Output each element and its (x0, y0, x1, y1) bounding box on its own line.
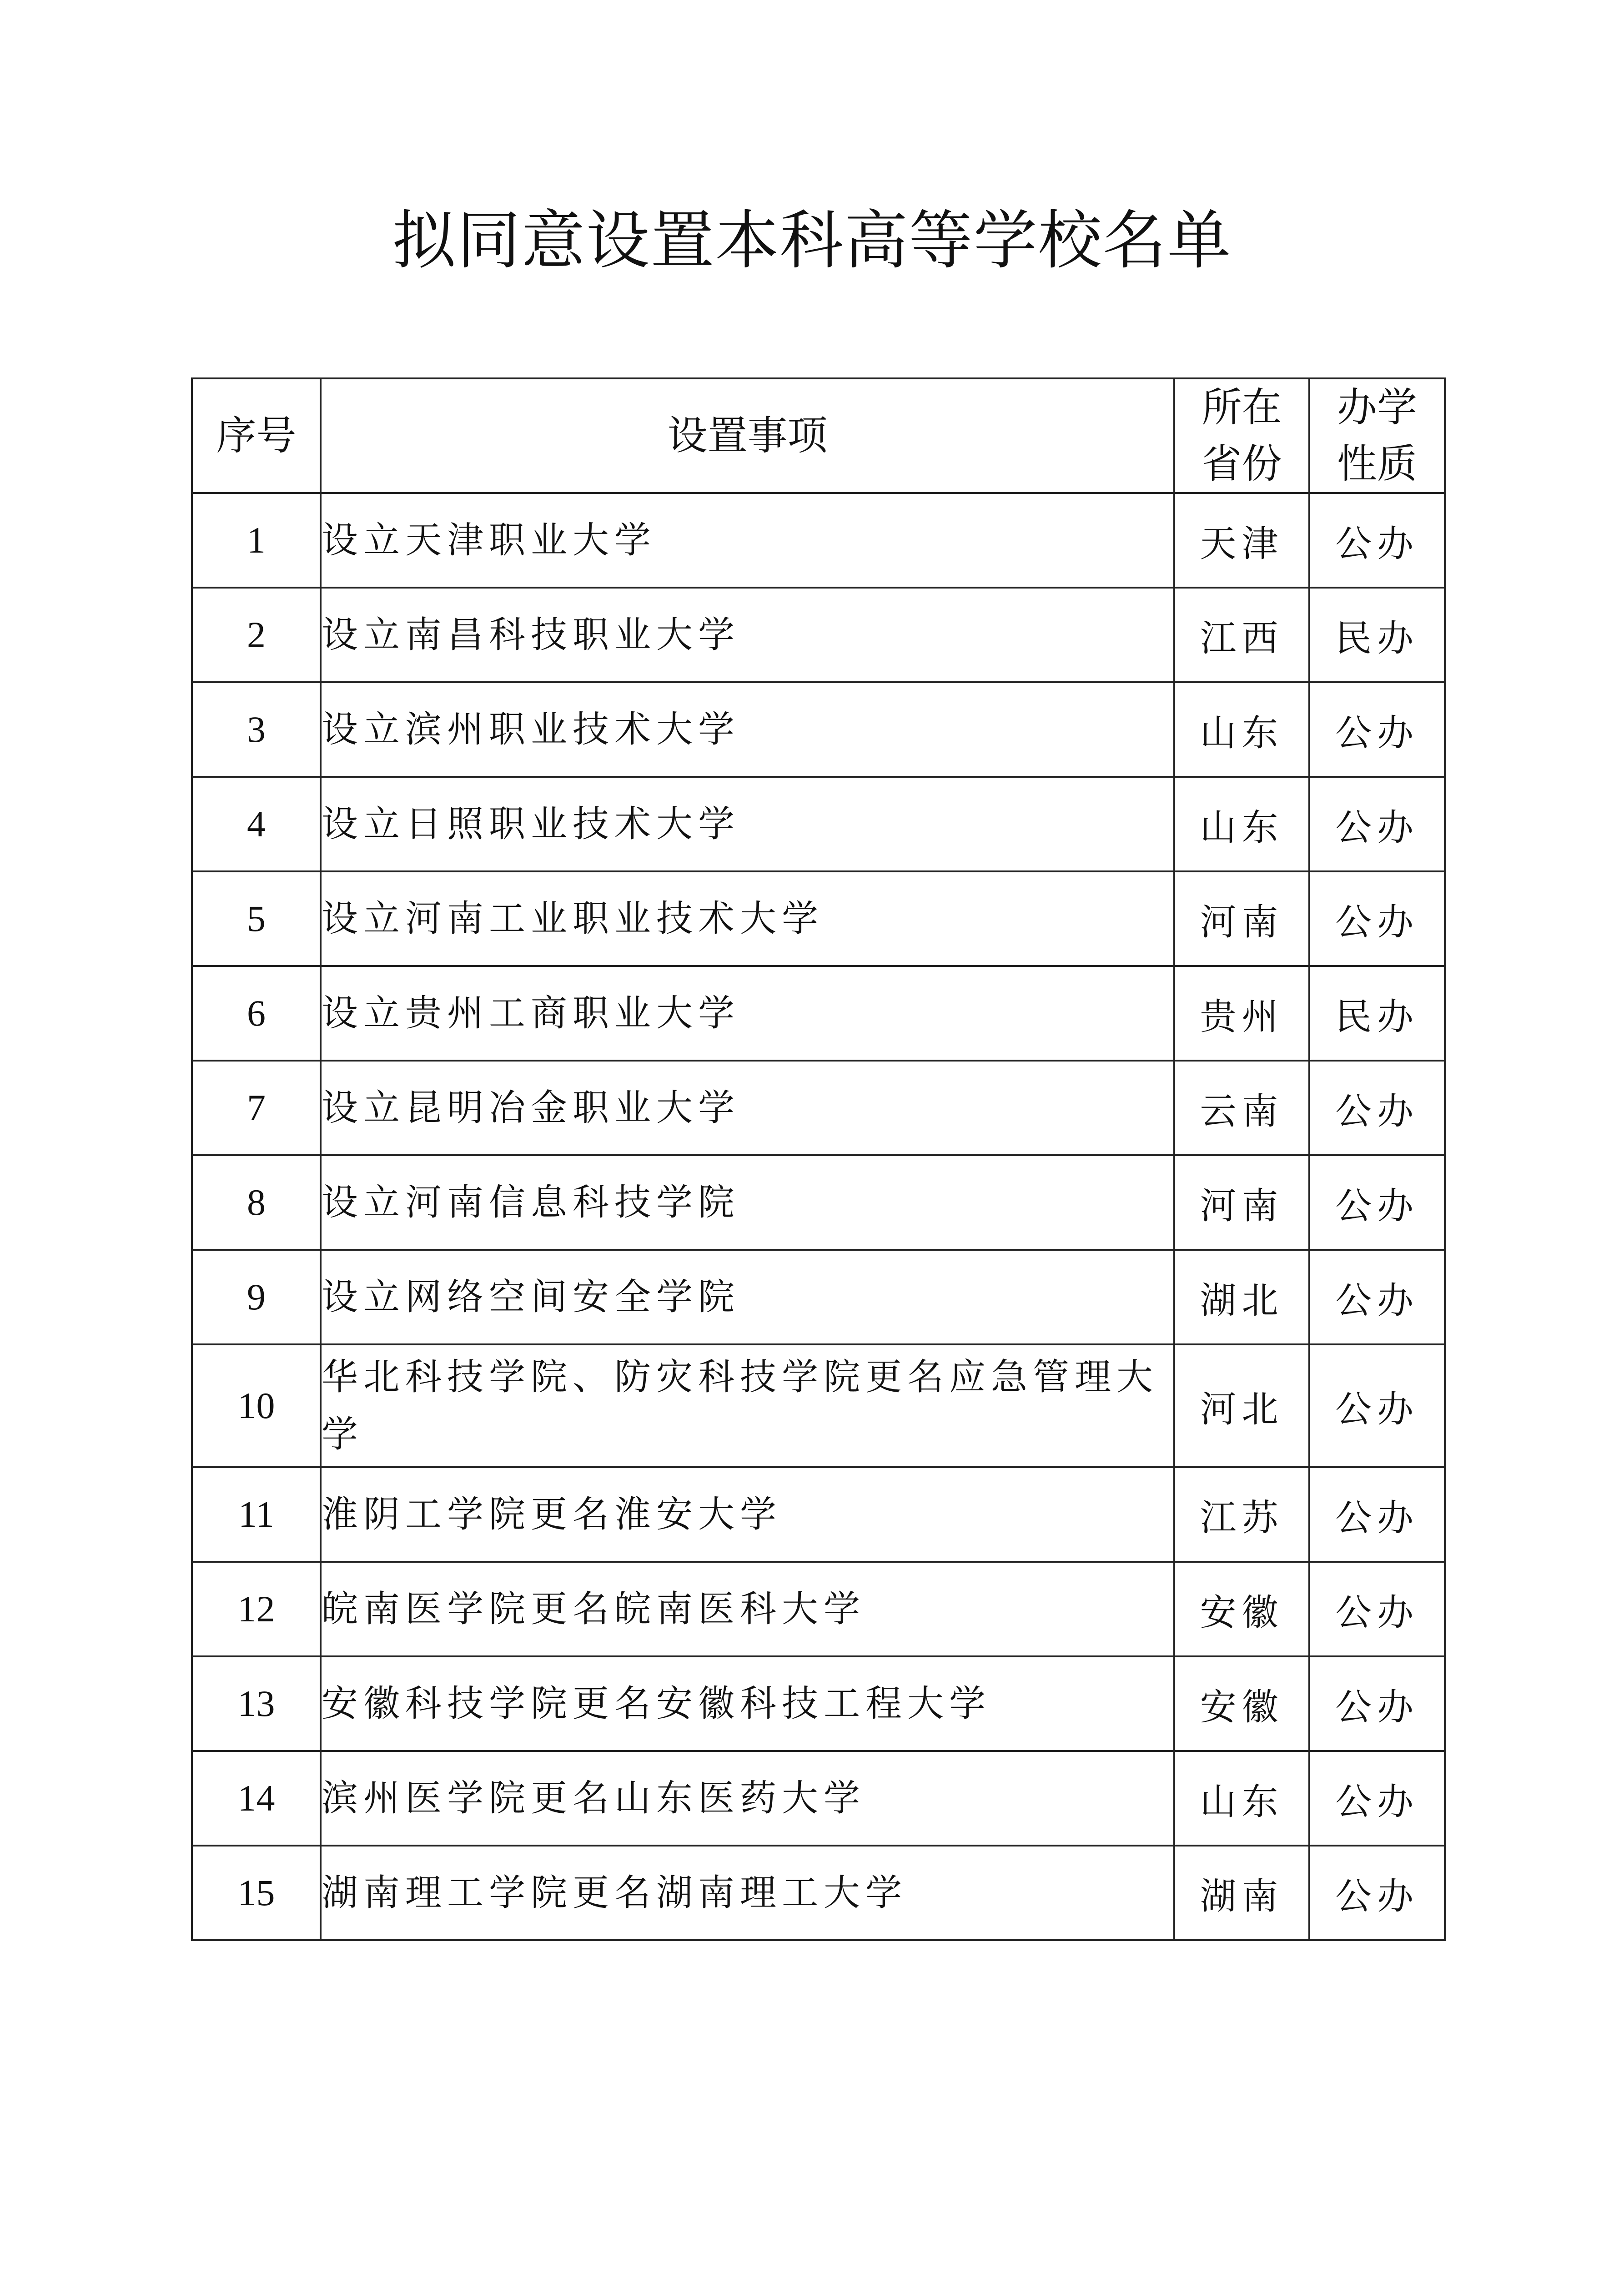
page-title: 拟同意设置本科高等学校名单 (392, 204, 1232, 278)
table-row (192, 682, 1445, 777)
row-item: 安徽科技学院更名安徽科技工程大学 (321, 1656, 1174, 1751)
row-type: 公办 (1309, 1846, 1445, 1940)
row-province: 安徽 (1174, 1562, 1309, 1656)
row-no: 10 (192, 1344, 321, 1467)
row-type: 民办 (1309, 588, 1445, 682)
row-type: 公办 (1309, 1751, 1445, 1846)
header-province-line1: 所在 (1202, 384, 1282, 431)
table-row (192, 871, 1445, 966)
header-type-line1: 办学 (1337, 384, 1417, 431)
row-province: 贵州 (1174, 966, 1309, 1061)
row-no: 13 (192, 1656, 321, 1751)
row-no: 11 (192, 1467, 321, 1562)
row-province: 湖南 (1174, 1846, 1309, 1940)
row-no: 14 (192, 1751, 321, 1846)
row-item: 皖南医学院更名皖南医科大学 (321, 1562, 1174, 1656)
row-item: 设立贵州工商职业大学 (321, 966, 1174, 1061)
row-item: 设立网络空间安全学院 (321, 1250, 1174, 1344)
school-list-table (191, 377, 1446, 1941)
table-row (192, 1846, 1445, 1940)
row-item: 设立昆明冶金职业大学 (321, 1061, 1174, 1155)
row-item: 滨州医学院更名山东医药大学 (321, 1751, 1174, 1846)
table-row (192, 588, 1445, 682)
row-no: 6 (192, 966, 321, 1061)
row-province: 湖北 (1174, 1250, 1309, 1344)
row-province: 安徽 (1174, 1656, 1309, 1751)
header-type (1309, 378, 1445, 493)
row-province: 山东 (1174, 777, 1309, 871)
row-no: 4 (192, 777, 321, 871)
row-type: 公办 (1309, 871, 1445, 966)
row-type: 公办 (1309, 1250, 1445, 1344)
row-no: 9 (192, 1250, 321, 1344)
row-type: 公办 (1309, 1656, 1445, 1751)
row-province: 江苏 (1174, 1467, 1309, 1562)
row-no: 15 (192, 1846, 321, 1940)
table-row (192, 1061, 1445, 1155)
row-type: 公办 (1309, 1467, 1445, 1562)
row-province: 山东 (1174, 1751, 1309, 1846)
row-no: 7 (192, 1061, 321, 1155)
row-no: 2 (192, 588, 321, 682)
row-province: 云南 (1174, 1061, 1309, 1155)
row-no: 1 (192, 493, 321, 588)
table-row (192, 777, 1445, 871)
row-item: 设立河南信息科技学院 (321, 1155, 1174, 1250)
row-no: 5 (192, 871, 321, 966)
row-type: 公办 (1309, 1562, 1445, 1656)
table-row (192, 966, 1445, 1061)
row-type: 公办 (1309, 682, 1445, 777)
row-province: 山东 (1174, 682, 1309, 777)
row-type: 公办 (1309, 777, 1445, 871)
row-province: 天津 (1174, 493, 1309, 588)
header-type-line2: 性质 (1337, 440, 1417, 487)
row-no: 12 (192, 1562, 321, 1656)
table-row (192, 1467, 1445, 1562)
row-type: 公办 (1309, 493, 1445, 588)
row-type: 公办 (1309, 1061, 1445, 1155)
header-province (1174, 378, 1309, 493)
table-row (192, 1656, 1445, 1751)
row-province: 河北 (1174, 1344, 1309, 1467)
row-province: 江西 (1174, 588, 1309, 682)
row-province: 河南 (1174, 871, 1309, 966)
row-item: 设立河南工业职业技术大学 (321, 871, 1174, 966)
row-item: 设立日照职业技术大学 (321, 777, 1174, 871)
row-type: 公办 (1309, 1155, 1445, 1250)
table-row (192, 493, 1445, 588)
row-province: 河南 (1174, 1155, 1309, 1250)
header-item: 设置事项 (321, 378, 1174, 493)
row-type: 民办 (1309, 966, 1445, 1061)
row-item: 华北科技学院、防灾科技学院更名应急管理大学 (321, 1344, 1174, 1467)
row-no: 8 (192, 1155, 321, 1250)
row-item: 湖南理工学院更名湖南理工大学 (321, 1846, 1174, 1940)
table-row (192, 1155, 1445, 1250)
row-no: 3 (192, 682, 321, 777)
table-header-row (192, 378, 1445, 493)
row-item: 设立南昌科技职业大学 (321, 588, 1174, 682)
table-row (192, 1562, 1445, 1656)
row-item: 设立天津职业大学 (321, 493, 1174, 588)
row-item: 淮阴工学院更名淮安大学 (321, 1467, 1174, 1562)
table-row (192, 1250, 1445, 1344)
row-type: 公办 (1309, 1344, 1445, 1467)
table-row (192, 1344, 1445, 1467)
header-no: 序号 (192, 378, 321, 493)
row-item: 设立滨州职业技术大学 (321, 682, 1174, 777)
table-row (192, 1751, 1445, 1846)
header-province-line2: 省份 (1202, 440, 1282, 487)
